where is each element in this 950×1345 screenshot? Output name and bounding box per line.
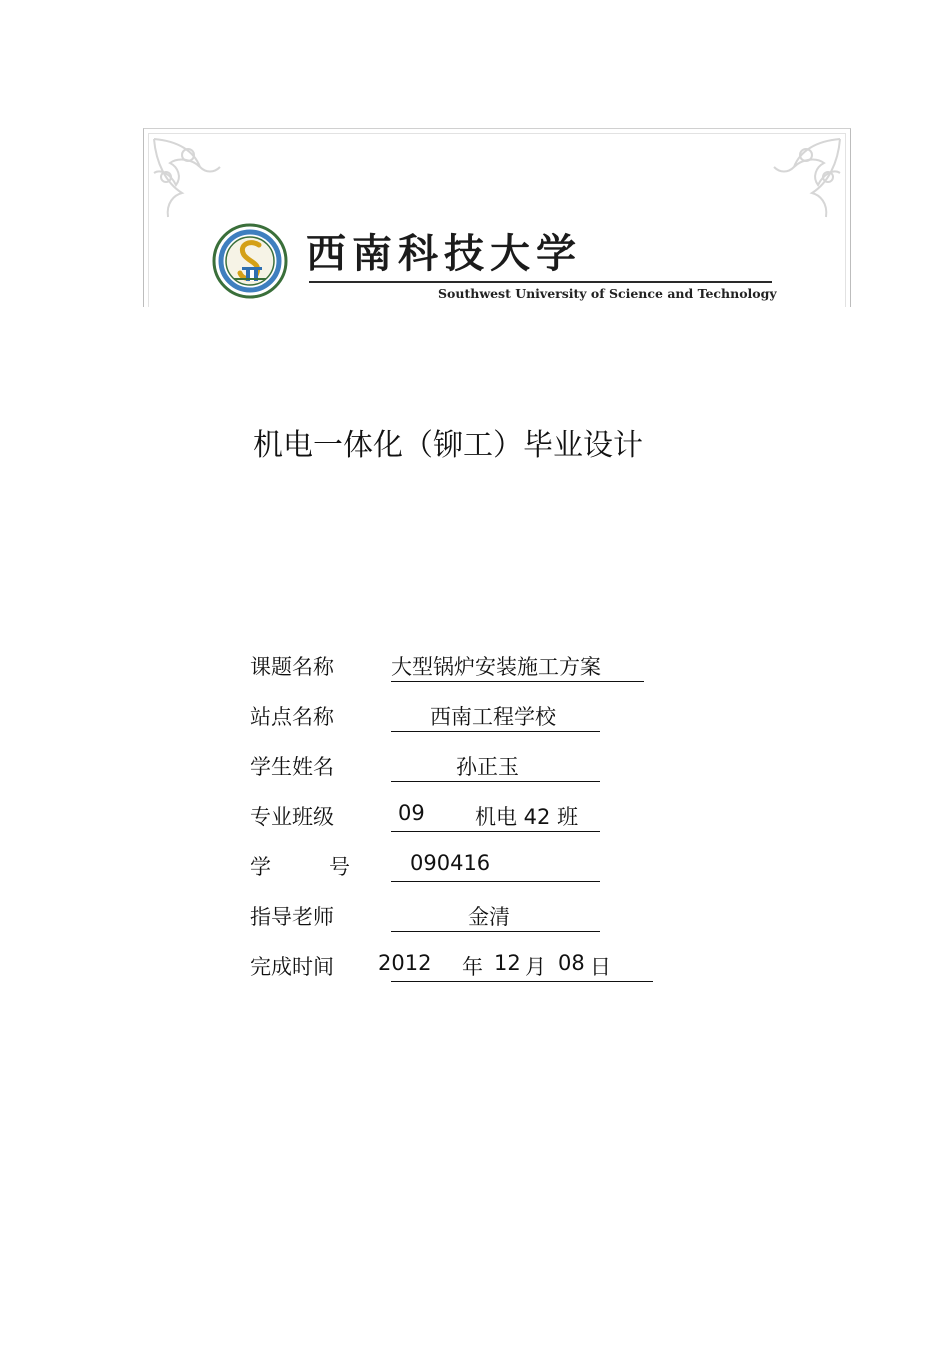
completion-day: 08 [558,951,585,975]
field-label [250,851,350,881]
completion-month: 12 [494,951,521,975]
field-value: 孙正玉 [456,755,519,779]
completion-year: 2012 [378,951,432,975]
field-value-grade: 09 [398,801,425,825]
document-title: 机电一体化（铆工）毕业设计 [253,428,643,463]
floral-corner-ornament-icon [148,133,228,223]
field-value-class: 机电 42 班 [475,805,579,829]
field-value: 西南工程学校 [430,705,556,729]
field-label: 专业班级 [250,805,334,829]
field-label-part: 号 [329,855,350,879]
university-name-en: Southwest University of Science and Technology [438,286,777,301]
completion-year-unit: 年 [462,955,483,979]
field-value: 大型锅炉安装施工方案 [391,655,601,679]
field-underline [391,881,600,882]
field-label: 完成时间 [250,955,334,979]
field-label: 学生姓名 [250,755,334,779]
completion-day-unit: 日 [590,955,611,979]
field-label: 指导老师 [250,905,334,929]
field-label: 课题名称 [250,655,334,679]
field-underline [391,931,600,932]
field-underline [391,731,600,732]
university-seal-icon [212,223,288,299]
field-underline [391,681,644,682]
field-value: 090416 [410,851,491,875]
field-label-part: 学 [250,855,271,879]
field-underline [391,981,653,982]
completion-month-unit: 月 [525,955,546,979]
university-name-rule [309,281,772,283]
field-label: 站点名称 [250,705,334,729]
floral-corner-ornament-icon [766,133,846,223]
field-value: 金清 [468,905,510,929]
field-underline [391,781,600,782]
header-banner [143,128,851,307]
field-underline [391,831,600,832]
university-name-cn: 西南科技大学 [306,230,582,277]
